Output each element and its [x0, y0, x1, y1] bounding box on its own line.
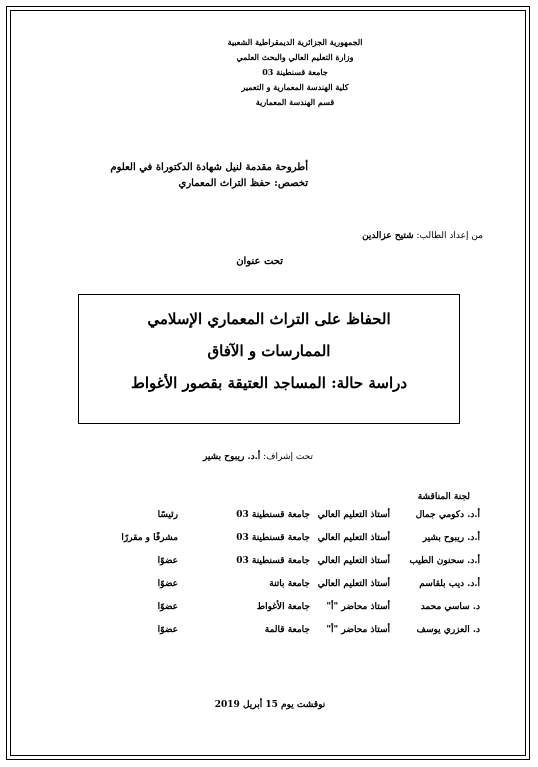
member-role: مشرفًا و مقررًا	[121, 533, 178, 543]
student-name: شتيح عزالدين	[362, 231, 414, 241]
committee-row	[60, 602, 480, 625]
member-name: د. العزري يوسف	[416, 625, 480, 635]
thesis-info	[110, 160, 308, 192]
under-title: تحت عنوان	[236, 256, 283, 267]
institution-header	[200, 35, 390, 110]
member-institution: جامعة قسنطينة 03	[236, 556, 310, 566]
supervisor-name: أ.د. ريبوح بشير	[202, 452, 261, 462]
member-name: أ.د. دكومي جمال	[415, 510, 480, 520]
member-role: عضوًا	[157, 602, 178, 612]
member-institution: جامعة قالمة	[264, 625, 310, 635]
committee-row	[60, 510, 480, 533]
header-university: جامعة قسنطينة 03	[262, 67, 328, 77]
committee-table	[60, 510, 480, 648]
committee-row	[60, 625, 480, 648]
header-ministry: وزارة التعليم العالي والبحث العلمي	[236, 52, 354, 62]
student-line	[362, 231, 483, 241]
defense-date: نوقشت يوم 15 أبريل 2019	[214, 700, 326, 710]
member-role: عضوًا	[157, 556, 178, 566]
member-role: عضوًا	[157, 625, 178, 635]
member-name: أ.د. ريبوح بشير	[422, 533, 480, 543]
header-faculty: كلية الهندسة المعمارية و التعمير	[241, 82, 349, 92]
member-name: أ.د. سحنون الطيب	[409, 556, 480, 566]
committee-row	[60, 556, 480, 579]
member-role: عضوًا	[157, 579, 178, 589]
member-rank: أستاذ محاضر "أ"	[326, 625, 390, 635]
header-republic: الجمهورية الجزائرية الديمقراطية الشعبية	[227, 37, 363, 47]
member-name: أ.د. ديب بلقاسم	[419, 579, 480, 589]
member-rank: أستاذ التعليم العالي	[317, 556, 390, 566]
member-name: د. ساسي محمد	[420, 602, 480, 612]
supervisor-label: تحت إشراف:	[263, 452, 313, 462]
supervisor-line	[203, 452, 313, 462]
member-institution: جامعة باتنة	[269, 579, 310, 589]
title-line-1: الحفاظ على التراث المعماري الإسلامي	[147, 310, 391, 328]
member-role: رئيسًا	[157, 510, 178, 520]
student-label: من إعداد الطالب:	[416, 231, 483, 241]
member-rank: أستاذ التعليم العالي	[317, 533, 390, 543]
committee-row	[60, 579, 480, 602]
member-institution: جامعة الأغواط	[256, 602, 310, 612]
title-line-3: دراسة حالة: المساجد العتيقة بقصور الأغواط	[130, 374, 408, 392]
member-rank: أستاذ التعليم العالي	[317, 510, 390, 520]
thesis-specialty: تخصص: حفظ التراث المعماري	[178, 178, 308, 189]
committee-title: لجنة المناقشة	[417, 492, 470, 502]
title-line-2: الممارسات و الآفاق	[207, 342, 331, 360]
member-institution: جامعة قسنطينة 03	[236, 510, 310, 520]
member-institution: جامعة قسنطينة 03	[236, 533, 310, 543]
thesis-title-box	[78, 294, 460, 424]
member-rank: أستاذ محاضر "أ"	[326, 602, 390, 612]
thesis-degree: أطروحة مقدمة لنيل شهادة الدكتوراة في العلوم	[110, 162, 308, 173]
committee-row	[60, 533, 480, 556]
member-rank: أستاذ التعليم العالي	[317, 579, 390, 589]
header-department: قسم الهندسة المعمارية	[255, 97, 335, 107]
